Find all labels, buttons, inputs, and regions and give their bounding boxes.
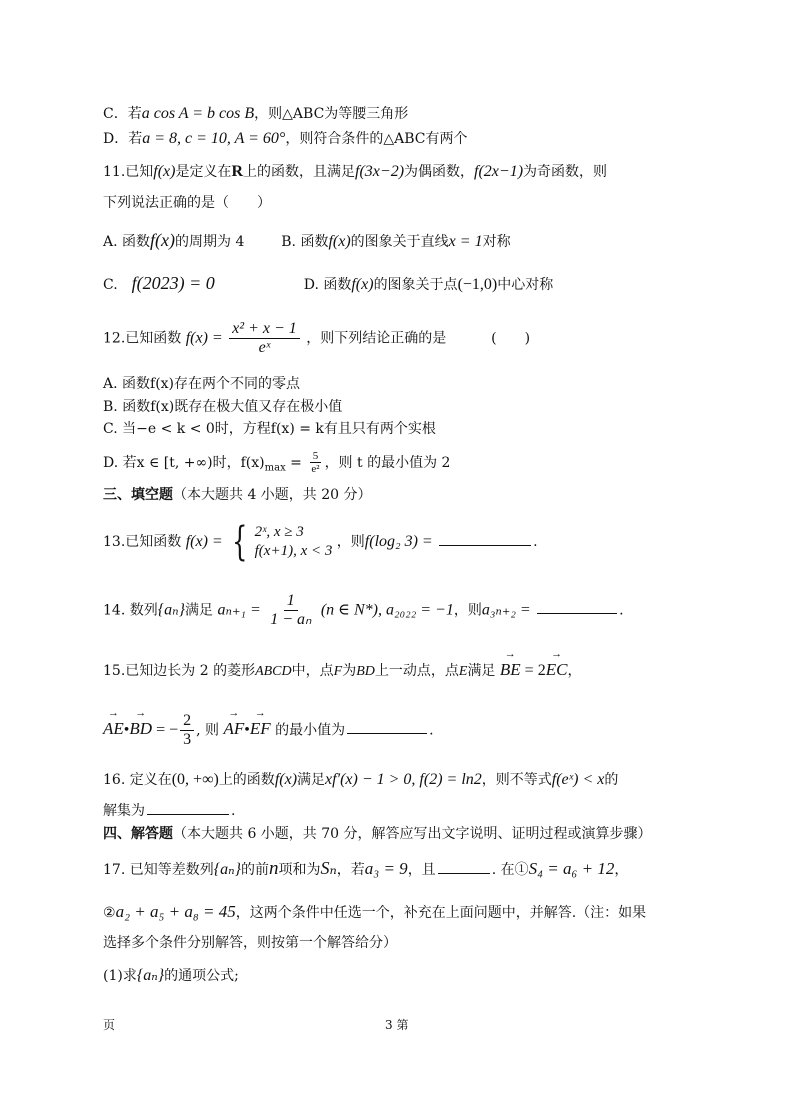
vector-af: → AF	[223, 719, 244, 739]
q17-condition-blank	[438, 872, 490, 874]
q13-stem: 13.已知函数 f(x) = { 2ˣ, x ≥ 3 f(x+1), x < 3 ，则f(log₂ 3) = .	[103, 519, 538, 565]
q12-option-c: C. 当−e < k < 0时，方程f(x) = k有且只有两个实根	[103, 421, 436, 437]
q12-stem: 12.已知函数 f(x) = $\frac{\text{x² + x − 1}}{\text{eˣ}}$ ，则下列结论正确的是 ( )	[103, 320, 531, 356]
q13-piecewise: { 2ˣ, x ≥ 3 f(x+1), x < 3	[232, 519, 333, 565]
q14-fraction: $\frac{1}{\text{1 − aₙ}}$	[270, 592, 312, 628]
q15-stem-line2: → AE•→ BD = − $\frac{2}{3}$ , 则 → AF•→ EF 的最小值为 .	[103, 712, 434, 749]
q12-fraction: $\frac{\text{x² + x − 1}}{\text{eˣ}}$	[229, 320, 300, 357]
section-4-heading: 四、解答题（本大题共 6 小题，共 70 分，解答应写出文字说明、证明过程或演算步骤）	[103, 826, 652, 842]
page-number: 3 第	[385, 1018, 409, 1032]
q16-line2: 解集为 .	[103, 803, 236, 819]
q12-option-b: B. 函数f(x)既存在极大值又存在极小值	[103, 399, 343, 415]
q11-stem-line2: 下列说法正确的是（ ）	[103, 195, 271, 211]
q17-stem: 17. 已知等差数列{aₙ}的前n项和为Sₙ，若a₃ = 9，且 . 在①S₄ = a₆ + 12，	[103, 858, 629, 879]
q12-option-d: D. 若x ∈ [t, +∞)时，$f(x)_{max}$ = $\frac{5}{\text{e²}}$ ，则 t 的最小值为 2	[103, 450, 451, 476]
vector-ef: → EF	[250, 719, 271, 739]
q11-stem: 11.已知f(x)是定义在R上的函数，且满足f(3x−2)为偶函数，f(2x−1)为奇函数，则	[103, 163, 608, 180]
q17-line3: 选择多个条件分别解答，则按第一个解答给分）	[103, 935, 397, 951]
q12-option-a: A. 函数f(x)存在两个不同的零点	[103, 376, 301, 392]
section-3-heading: 三、填空题（本大题共 4 小题，共 20 分）	[103, 487, 372, 503]
footer-left: 页	[103, 1018, 116, 1032]
q11-options-cd: C. f(2023) = 0 D. 函数f(x)的图象关于点(−1,0)中心对称	[103, 273, 554, 293]
q10-c-expr: a cos A = b cos B	[141, 105, 255, 122]
q15-stem: 15.已知边长为 2 的菱形ABCD中，点F为BD上一动点，点E满足 → BE = 2→ EC，	[103, 660, 581, 681]
q16-answer-blank	[147, 813, 229, 815]
q17-line2: ②a₂ + a₅ + a₈ = 45，这两个条件中任选一个，补充在上面问题中，并解答.（注：如果	[103, 902, 647, 921]
q10-option-c: C．若a cos A = b cos B，则△ABC为等腰三角形	[103, 105, 409, 122]
q15-answer-blank	[347, 732, 427, 734]
q14-answer-blank	[537, 612, 617, 614]
q13-answer-blank	[439, 544, 531, 546]
vector-be: → BE	[500, 660, 521, 680]
q10-d-expr: a = 8, c = 10, A = 60°	[142, 130, 286, 147]
q11-options-ab: A. 函数f(x)的周期为 4 B. 函数f(x)的图象关于直线x = 1对称	[103, 230, 511, 250]
q16-stem: 16. 定义在(0, +∞)上的函数f(x)满足xf′(x) − 1 > 0, f(2) = ln2，则不等式f(eˣ) < x的	[103, 771, 619, 788]
q10-option-d: D．若a = 8, c = 10, A = 60°，则符合条件的△ABC有两个	[103, 130, 468, 147]
vector-bd: → BD	[129, 719, 152, 739]
vector-ae: → AE	[103, 719, 124, 739]
brace-icon: {	[232, 519, 248, 565]
q17-subquestion-1: (1)求{aₙ}的通项公式;	[103, 967, 239, 984]
q14-stem: 14. 数列{aₙ}满足 aₙ₊₁ = $\frac{1}{\text{1 − aₙ}}$ (n ∈ N*), a₂₀₂₂ = −1，则a₃ₙ₊₂ = .	[103, 592, 624, 628]
vector-ec: → EC	[546, 660, 568, 680]
